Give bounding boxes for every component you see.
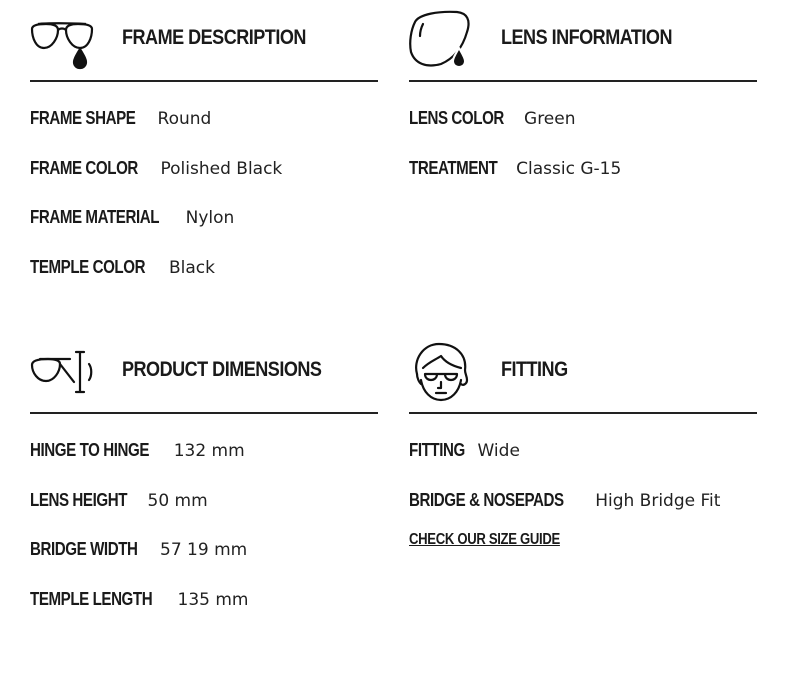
spec-row-temple-color — [30, 257, 378, 307]
lens-drop-icon — [409, 8, 473, 72]
spec-label: FRAME SHAPE — [30, 108, 136, 128]
frame-description-section — [30, 8, 378, 306]
fitting-section — [409, 340, 757, 589]
section-title: LENS INFORMATION — [501, 26, 673, 49]
lens-information-list — [409, 82, 757, 207]
spec-row-bridge-width — [30, 539, 378, 589]
spec-row-hinge-to-hinge — [30, 440, 378, 490]
spec-value: Classic G-15 — [516, 158, 622, 179]
section-title: FRAME DESCRIPTION — [122, 26, 306, 49]
spec-value: Black — [169, 257, 215, 278]
size-guide-row — [409, 531, 757, 589]
aviator-glasses-drop-icon — [30, 8, 94, 72]
spec-label: FRAME MATERIAL — [30, 207, 160, 227]
lens-information-header — [409, 8, 757, 82]
spec-label: TREATMENT — [409, 157, 498, 178]
spec-label: LENS HEIGHT — [30, 489, 128, 510]
spec-row-frame-shape — [30, 108, 378, 158]
spec-value: Round — [157, 109, 212, 129]
spec-row-treatment — [409, 158, 757, 208]
product-dimensions-list — [30, 414, 378, 638]
glasses-measure-icon — [30, 340, 94, 404]
product-dimensions-header — [30, 340, 378, 414]
spec-value: Green — [524, 109, 576, 129]
lens-information-section — [409, 8, 757, 207]
face-with-glasses-icon — [409, 340, 473, 404]
spec-row-fitting — [409, 440, 757, 490]
frame-description-list — [30, 82, 378, 306]
spec-row-lens-color — [409, 108, 757, 158]
spec-value: 57 19 mm — [160, 540, 248, 560]
spec-label: FITTING — [409, 440, 465, 460]
section-title: FITTING — [501, 358, 568, 381]
spec-value: Wide — [477, 441, 520, 461]
spec-value: Polished Black — [160, 158, 283, 179]
spec-label: TEMPLE LENGTH — [30, 588, 153, 609]
spec-value: 132 mm — [173, 441, 245, 461]
spec-value: 50 mm — [147, 490, 208, 511]
spec-value: High Bridge Fit — [595, 490, 721, 511]
fitting-list — [409, 414, 757, 589]
spec-row-lens-height — [30, 490, 378, 540]
spec-label: FRAME COLOR — [30, 157, 138, 178]
section-title: PRODUCT DIMENSIONS — [122, 358, 322, 381]
spec-row-temple-length — [30, 589, 378, 639]
spec-label: BRIDGE & NOSEPADS — [409, 489, 564, 510]
spec-label: BRIDGE WIDTH — [30, 539, 138, 559]
spec-value: Nylon — [185, 208, 235, 228]
size-guide-link[interactable]: CHECK OUR SIZE GUIDE — [409, 531, 560, 548]
spec-label: HINGE TO HINGE — [30, 440, 150, 460]
spec-value: 135 mm — [177, 589, 249, 610]
spec-row-frame-material — [30, 207, 378, 257]
spec-label: LENS COLOR — [409, 108, 504, 128]
frame-description-header — [30, 8, 378, 82]
spec-row-frame-color — [30, 158, 378, 208]
fitting-header — [409, 340, 757, 414]
product-dimensions-section — [30, 340, 378, 638]
spec-label: TEMPLE COLOR — [30, 256, 146, 277]
